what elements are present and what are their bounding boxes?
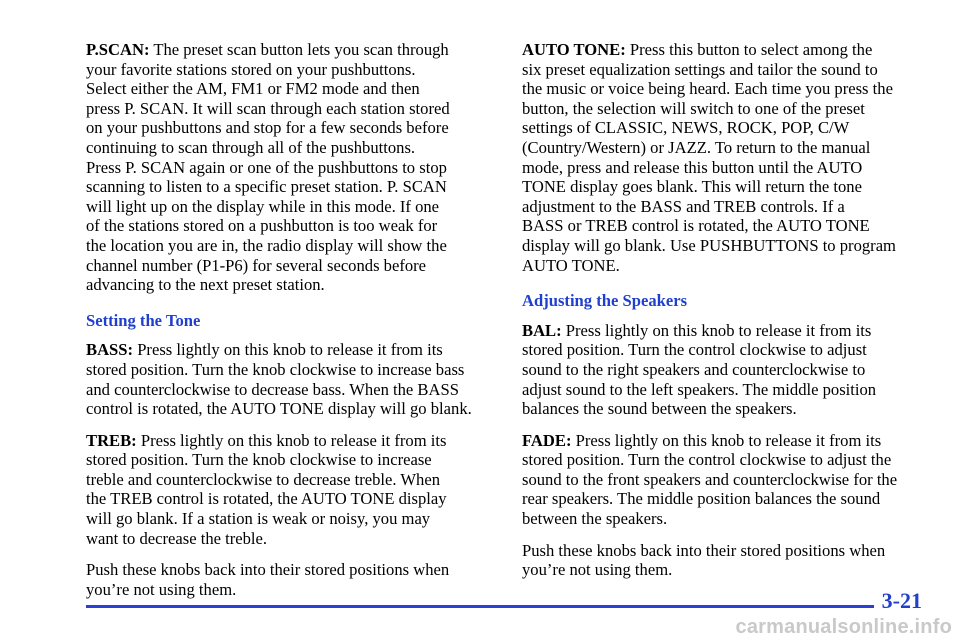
autotone-line: settings of CLASSIC, NEWS, ROCK, POP, C/W: [522, 118, 850, 138]
pscan-line: your favorite stations stored on your pushbuttons.: [86, 59, 416, 79]
bass-line: and counterclockwise to decrease bass. When the BASS: [86, 379, 459, 399]
autotone-line: BASS or TREB control is rotated, the AUTO TONE: [522, 216, 870, 236]
heading-adjusting-the-speakers: Adjusting the Speakers: [522, 291, 688, 311]
pscan-text: The preset scan button lets you scan through: [149, 40, 449, 59]
pscan-line: advancing to the next preset station.: [86, 275, 325, 295]
treb-text: Press lightly on this knob to release it from its: [136, 430, 447, 450]
fade-text: Press lightly on this knob to release it from its: [571, 430, 882, 450]
pscan-line: of the stations stored on a pushbutton is too weak for: [86, 216, 438, 236]
pscan-line: scanning to listen to a specific preset station. P. SCAN: [86, 177, 447, 197]
watermark: carmanualsonline.info: [735, 616, 952, 638]
right-column: [522, 40, 934, 592]
push-knobs-paragraph-left: [86, 560, 506, 599]
bal-line-1: [522, 321, 934, 341]
heading-setting-the-tone: Setting the Tone: [86, 310, 201, 330]
pscan-line-1: [86, 40, 506, 60]
treb-paragraph: [86, 431, 506, 549]
push-line: Push these knobs back into their stored positions when: [522, 540, 886, 560]
fade-line: between the speakers.: [522, 509, 668, 529]
bass-line: control is rotated, the AUTO TONE display will go blank.: [86, 399, 472, 419]
bass-text: Press lightly on this knob to release it from its: [133, 340, 443, 360]
bass-paragraph: [86, 340, 506, 418]
bal-line: balances the sound between the speakers.: [522, 399, 797, 419]
bal-term: BAL:: [522, 320, 562, 340]
autotone-line: adjustment to the BASS and TREB controls. If a: [522, 196, 845, 216]
treb-line: want to decrease the treble.: [86, 528, 268, 548]
treb-line: will go blank. If a station is weak or noisy, you may: [86, 509, 431, 529]
pscan-line: Select either the AM, FM1 or FM2 mode and then: [86, 79, 420, 99]
autotone-line: six preset equalization settings and tailor the sound to: [522, 59, 878, 79]
pscan-line: on your pushbuttons and stop for a few seconds before: [86, 118, 449, 138]
pscan-line: channel number (P1-P6) for several seconds before: [86, 255, 427, 275]
autotone-text: Press this button to select among the: [625, 40, 873, 59]
bal-line: adjust sound to the left speakers. The middle position: [522, 379, 877, 399]
treb-line: treble and counterclockwise to decrease treble. When: [86, 469, 440, 489]
autotone-line-1: [522, 40, 934, 60]
autotone-line: display will go blank. Use PUSHBUTTONS to program: [522, 235, 896, 255]
left-column: [86, 40, 506, 611]
fade-paragraph: [522, 431, 934, 529]
fade-line: stored position. Turn the control clockwise to adjust the: [522, 450, 892, 470]
push-line: you’re not using them.: [86, 579, 237, 599]
push-line: Push these knobs back into their stored positions when: [86, 560, 450, 580]
treb-line-1: [86, 431, 506, 451]
pscan-line: will light up on the display while in this mode. If one: [86, 196, 440, 216]
fade-line-1: [522, 431, 934, 451]
footer-rule: [86, 605, 874, 608]
fade-term: FADE:: [522, 430, 572, 450]
push-knobs-paragraph-right: [522, 541, 934, 580]
autotone-line: TONE display goes blank. This will return the tone: [522, 177, 862, 197]
fade-line: sound to the front speakers and counterclockwise for the: [522, 469, 898, 489]
autotone-paragraph: [522, 40, 934, 275]
page-number: 3-21: [881, 588, 922, 613]
bal-paragraph: [522, 321, 934, 419]
bass-line: stored position. Turn the knob clockwise to increase bass: [86, 359, 465, 379]
treb-term: TREB:: [86, 430, 137, 450]
autotone-line: (Country/Western) or JAZZ. To return to the manual: [522, 137, 871, 157]
autotone-line: button, the selection will switch to one of the preset: [522, 98, 865, 118]
pscan-line: press P. SCAN. It will scan through each station stored: [86, 98, 450, 118]
bal-line: sound to the right speakers and counterclockwise to: [522, 359, 866, 379]
bal-line: stored position. Turn the control clockwise to adjust: [522, 340, 867, 360]
pscan-paragraph: [86, 40, 506, 295]
autotone-line: the music or voice being heard. Each time you press the: [522, 79, 893, 99]
bass-line-1: [86, 340, 506, 360]
autotone-line: AUTO TONE.: [522, 255, 620, 275]
pscan-line: continuing to scan through all of the pushbuttons.: [86, 137, 416, 157]
autotone-term: AUTO TONE:: [522, 40, 626, 59]
treb-line: the TREB control is rotated, the AUTO TONE display: [86, 489, 447, 509]
bal-text: Press lightly on this knob to release it from its: [561, 320, 872, 340]
fade-line: rear speakers. The middle position balances the sound: [522, 489, 881, 509]
autotone-line: mode, press and release this button until the AUTO: [522, 157, 863, 177]
pscan-line: the location you are in, the radio display will show the: [86, 235, 447, 255]
push-line: you’re not using them.: [522, 560, 673, 580]
bass-term: BASS:: [86, 340, 134, 360]
pscan-line: Press P. SCAN again or one of the pushbuttons to stop: [86, 157, 447, 177]
pscan-term: P.SCAN:: [86, 40, 150, 59]
treb-line: stored position. Turn the knob clockwise to increase: [86, 450, 432, 470]
